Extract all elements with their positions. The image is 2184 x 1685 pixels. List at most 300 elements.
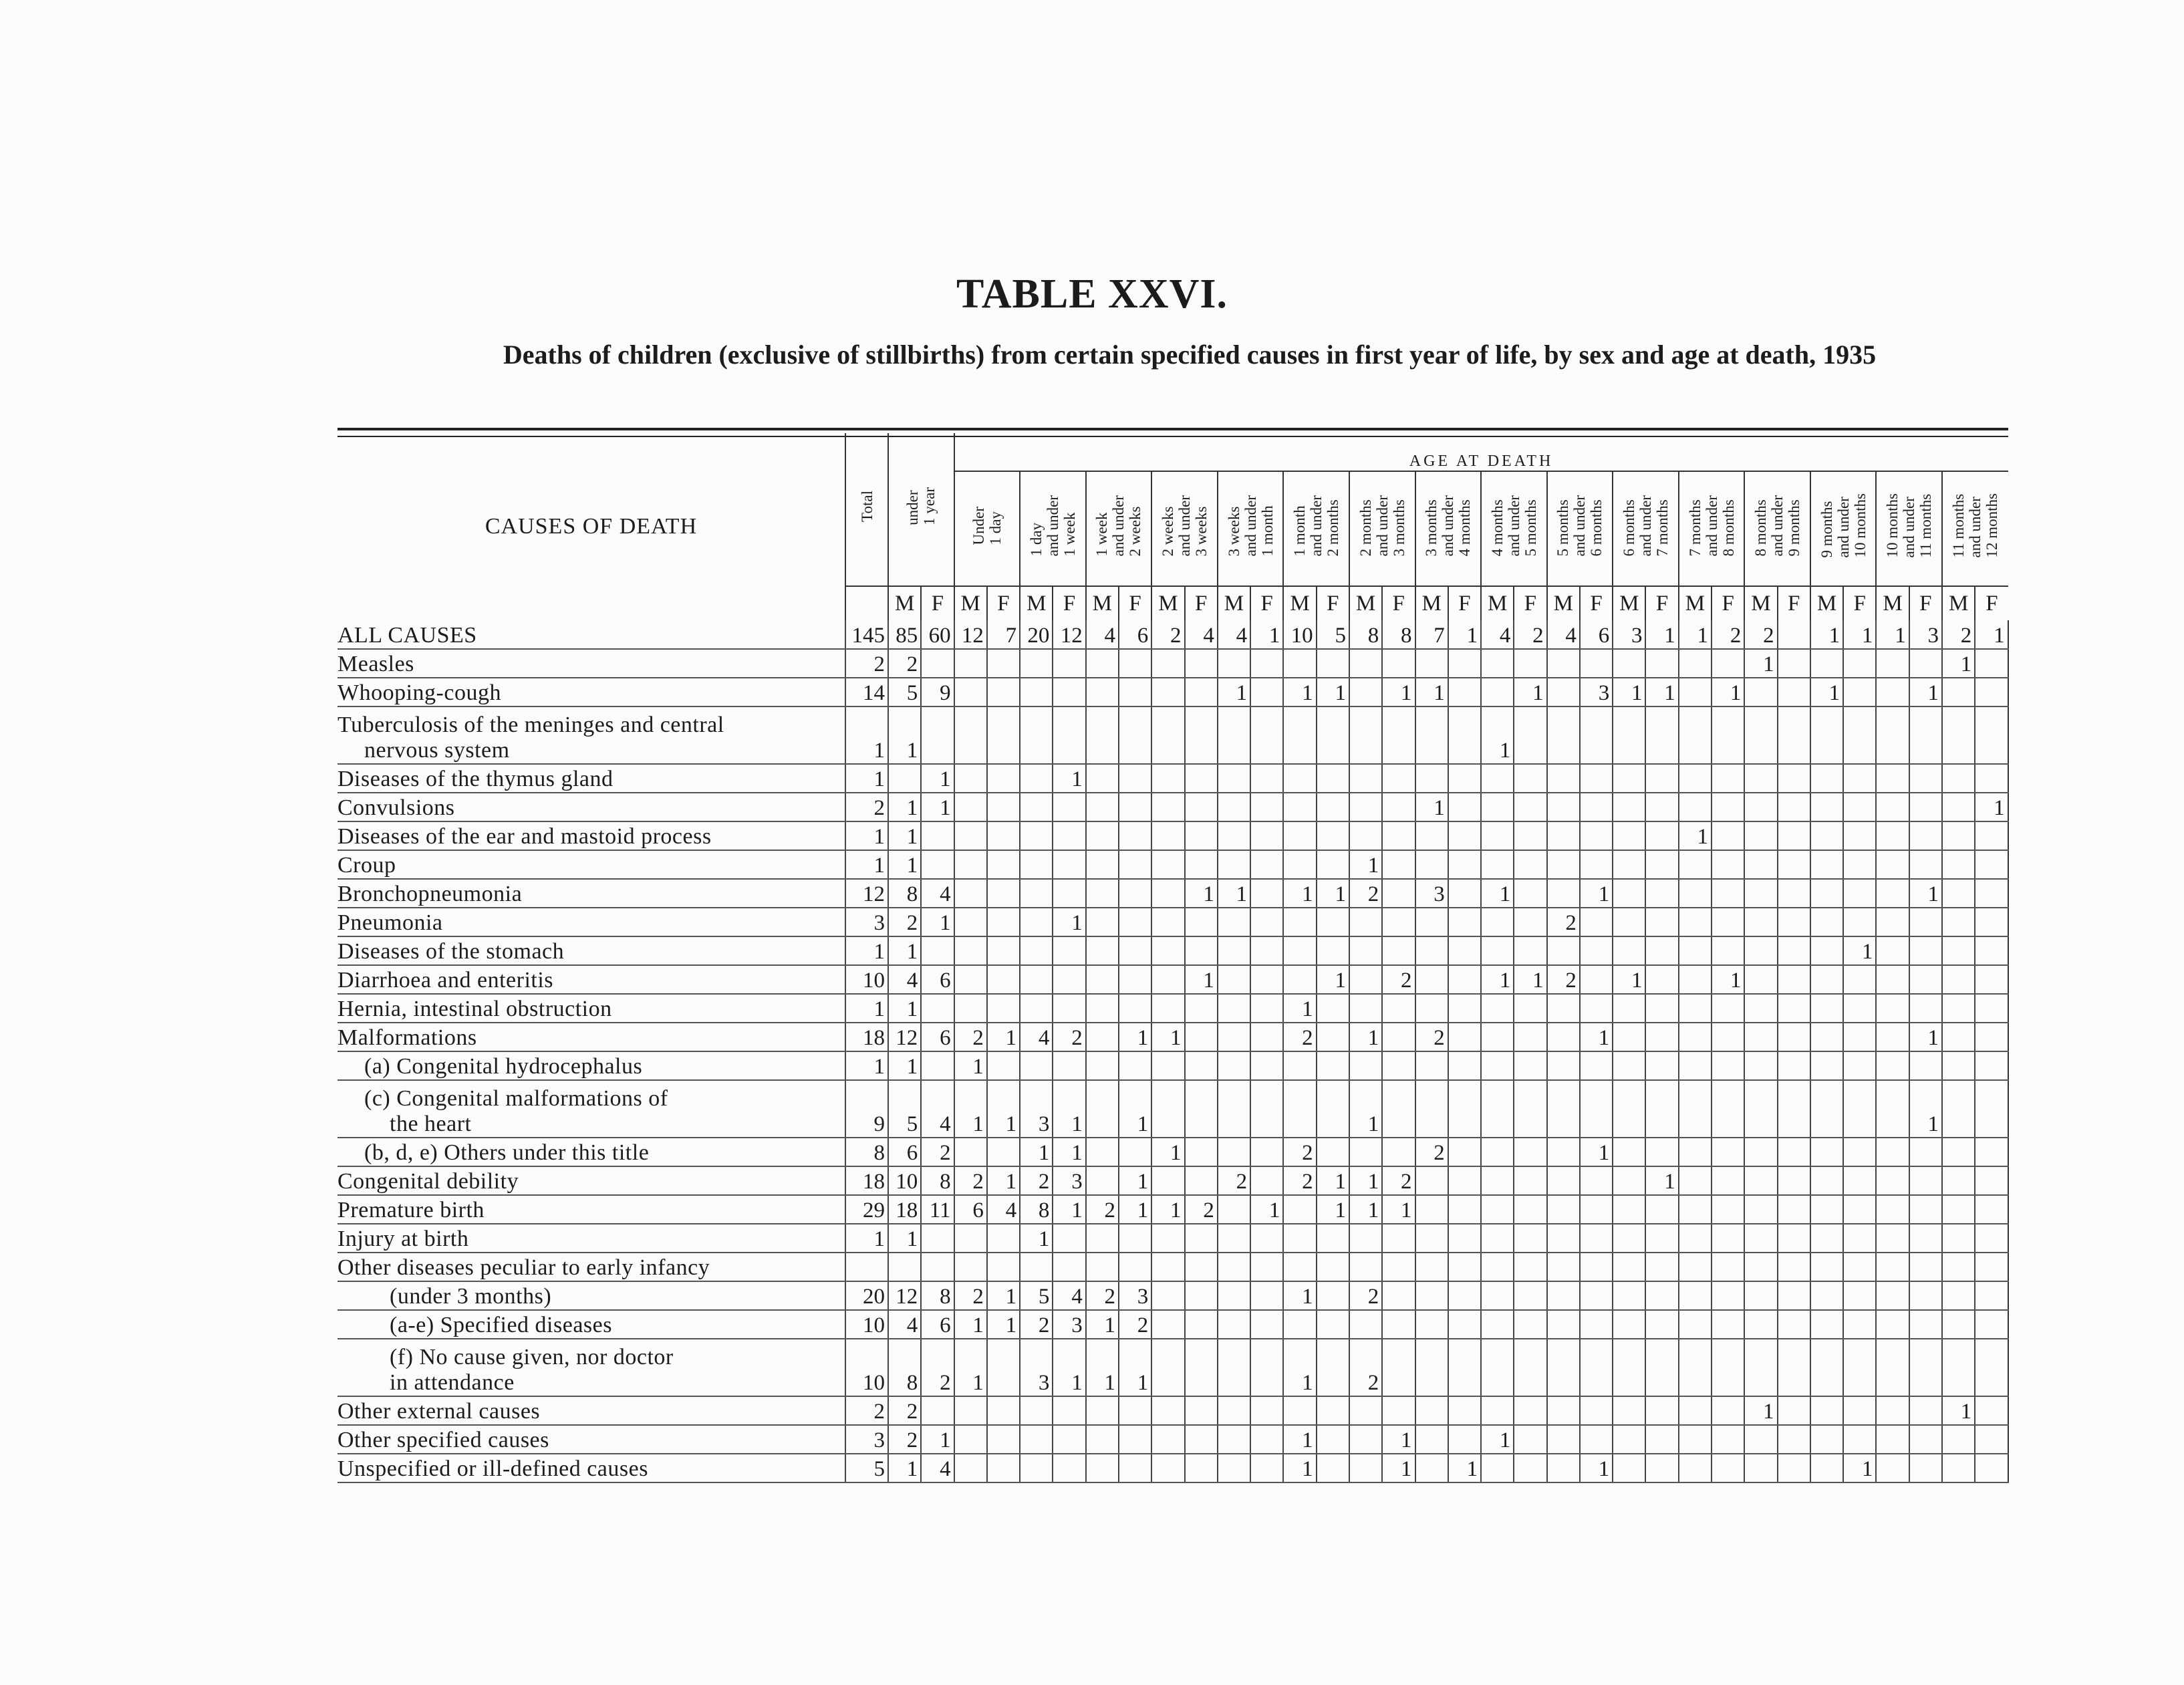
value-cell <box>1218 1310 1250 1339</box>
value-cell: 1 <box>1481 879 1514 908</box>
cause-label: (a-e) Specified diseases <box>390 1313 612 1337</box>
value-cell <box>1086 965 1119 994</box>
value-cell <box>1415 1339 1448 1396</box>
value-cell <box>1613 908 1645 936</box>
value-cell <box>1020 764 1053 793</box>
value-cell <box>1547 1425 1580 1454</box>
value-cell <box>1942 936 1975 965</box>
value-cell <box>954 1224 987 1253</box>
value-cell <box>1250 1339 1283 1396</box>
value-cell <box>1151 1339 1184 1396</box>
female-column-header: F <box>1514 586 1546 620</box>
value-cell <box>1481 908 1514 936</box>
value-cell: 1 <box>1151 1138 1184 1166</box>
value-cell <box>1876 965 1909 994</box>
male-column-header: M <box>1679 586 1712 620</box>
value-cell <box>1613 1253 1645 1281</box>
cause-label: Convulsions <box>337 795 455 820</box>
value-cell <box>1514 1454 1546 1482</box>
value-cell <box>1975 1253 2008 1281</box>
value-cell <box>1909 1138 1942 1166</box>
table-row <box>337 1281 2008 1310</box>
value-cell <box>1119 1253 1151 1281</box>
value-cell <box>1448 1166 1481 1195</box>
value-cell <box>1218 1138 1250 1166</box>
value-cell <box>1151 764 1184 793</box>
male-column-header: M <box>1086 586 1119 620</box>
age-group-label: 3 weeks and under 1 month <box>1225 495 1276 557</box>
value-cell <box>1020 1396 1053 1425</box>
age-group-header <box>1744 471 1810 586</box>
value-cell <box>1843 1166 1876 1195</box>
value-cell <box>1086 1166 1119 1195</box>
value-cell <box>1415 1281 1448 1310</box>
value-cell <box>1778 1339 1810 1396</box>
table-row <box>337 1138 2008 1166</box>
value-cell: 2 <box>1349 879 1382 908</box>
value-cell <box>1975 1425 2008 1454</box>
age-group-label: 3 months and under 4 months <box>1423 495 1474 557</box>
value-cell <box>1053 879 1085 908</box>
value-cell <box>1645 994 1678 1023</box>
value-cell <box>1744 706 1777 764</box>
value-cell: 4 <box>987 1195 1020 1224</box>
value-cell <box>1580 1339 1613 1396</box>
value-cell <box>1778 1281 1810 1310</box>
value-cell <box>1613 1023 1645 1051</box>
value-cell <box>1448 1425 1481 1454</box>
value-cell <box>1613 706 1645 764</box>
value-cell <box>1514 879 1546 908</box>
value-cell <box>1843 1224 1876 1253</box>
value-cell <box>1448 850 1481 879</box>
female-column-header: F <box>1382 586 1415 620</box>
value-cell <box>1185 649 1218 678</box>
value-cell <box>1481 1454 1514 1482</box>
value-cell: 1 <box>954 1051 987 1080</box>
value-cell <box>1382 821 1415 850</box>
value-cell <box>1317 1253 1349 1281</box>
value-cell <box>1645 1023 1678 1051</box>
value-cell <box>921 1253 954 1281</box>
value-cell <box>1843 764 1876 793</box>
male-column-header: M <box>1481 586 1514 620</box>
value-cell <box>1086 1425 1119 1454</box>
value-cell <box>1448 1281 1481 1310</box>
age-group-header <box>1283 471 1349 586</box>
value-cell <box>1876 1425 1909 1454</box>
value-cell <box>1580 1396 1613 1425</box>
value-cell: 1 <box>888 1051 921 1080</box>
value-cell <box>1514 821 1546 850</box>
value-cell <box>1218 1195 1250 1224</box>
value-cell <box>1712 1023 1744 1051</box>
value-cell <box>1645 1051 1678 1080</box>
value-cell: 2 <box>1020 1166 1053 1195</box>
value-cell <box>1547 1051 1580 1080</box>
age-group-header <box>1876 471 1942 586</box>
value-cell <box>1185 1080 1218 1138</box>
age-group-label: 5 months and under 6 months <box>1554 495 1605 557</box>
value-cell <box>1942 1310 1975 1339</box>
value-cell <box>1086 908 1119 936</box>
value-cell <box>1645 879 1678 908</box>
value-cell <box>1250 994 1283 1023</box>
value-cell <box>1778 879 1810 908</box>
value-cell <box>1349 793 1382 821</box>
value-cell <box>1250 1253 1283 1281</box>
age-group-header <box>1613 471 1679 586</box>
table-row <box>337 1166 2008 1195</box>
age-group-header <box>1086 471 1152 586</box>
table-row <box>337 1396 2008 1425</box>
value-cell: 1 <box>1679 821 1712 850</box>
value-cell <box>987 1051 1020 1080</box>
value-cell: 8 <box>888 1339 921 1396</box>
value-cell <box>987 1138 1020 1166</box>
value-cell: 2 <box>1349 1339 1382 1396</box>
value-cell <box>1415 1051 1448 1080</box>
female-column-header: F <box>1645 586 1678 620</box>
value-cell <box>1613 821 1645 850</box>
value-cell <box>1481 1396 1514 1425</box>
value-cell <box>1086 793 1119 821</box>
value-cell <box>1250 965 1283 994</box>
age-group-label: 9 months and under 10 months <box>1818 493 1869 558</box>
value-cell <box>1448 994 1481 1023</box>
value-cell: 1 <box>1151 1195 1184 1224</box>
value-cell <box>1547 1166 1580 1195</box>
value-cell <box>1645 1281 1678 1310</box>
value-cell <box>1580 908 1613 936</box>
value-cell <box>1810 850 1843 879</box>
value-cell <box>1645 908 1678 936</box>
value-cell <box>1778 1023 1810 1051</box>
value-cell <box>1778 1396 1810 1425</box>
value-cell <box>1744 1310 1777 1339</box>
value-cell <box>1151 1310 1184 1339</box>
value-cell <box>1712 1454 1744 1482</box>
value-cell: 2 <box>954 1166 987 1195</box>
value-cell <box>1415 1396 1448 1425</box>
cause-label: Measles <box>337 652 414 676</box>
table-row <box>337 1224 2008 1253</box>
value-cell <box>1020 1454 1053 1482</box>
value-cell <box>1283 1195 1316 1224</box>
table-row <box>337 678 2008 706</box>
value-cell <box>1876 793 1909 821</box>
value-cell: 1 <box>1514 678 1546 706</box>
value-cell <box>1810 706 1843 764</box>
cause-cell <box>337 1138 845 1166</box>
value-cell <box>1547 1396 1580 1425</box>
value-cell <box>1415 1253 1448 1281</box>
value-cell <box>1218 1224 1250 1253</box>
value-cell: 1 <box>1645 1166 1678 1195</box>
value-cell <box>1020 994 1053 1023</box>
value-cell: 1 <box>1349 1023 1382 1051</box>
value-cell <box>1514 994 1546 1023</box>
value-cell: 1 <box>1185 965 1218 994</box>
value-cell: 1 <box>921 793 954 821</box>
male-column-header: M <box>1415 586 1448 620</box>
cause-label: Diseases of the stomach <box>337 939 565 964</box>
value-cell <box>1975 1454 2008 1482</box>
value-cell <box>1744 1339 1777 1396</box>
deaths-table <box>337 433 2009 1483</box>
value-cell: 1 <box>1020 1224 1053 1253</box>
value-cell <box>1349 764 1382 793</box>
value-cell <box>1317 1339 1349 1396</box>
value-cell <box>1250 1310 1283 1339</box>
value-cell <box>1185 1051 1218 1080</box>
age-group-label: Under 1 day <box>970 506 1004 545</box>
value-cell <box>1942 1051 1975 1080</box>
value-cell <box>1448 1224 1481 1253</box>
value-cell <box>1679 1224 1712 1253</box>
value-cell <box>1119 879 1151 908</box>
value-cell <box>1086 821 1119 850</box>
value-cell <box>1909 850 1942 879</box>
value-cell <box>1975 994 2008 1023</box>
value-cell <box>1810 1195 1843 1224</box>
value-cell <box>1679 965 1712 994</box>
value-cell: 1 <box>1053 764 1085 793</box>
value-cell <box>921 1396 954 1425</box>
value-cell: 1 <box>1382 1195 1415 1224</box>
value-cell <box>1645 850 1678 879</box>
value-cell <box>1086 936 1119 965</box>
male-column-header: M <box>1151 586 1184 620</box>
value-cell <box>1250 706 1283 764</box>
value-cell <box>954 1396 987 1425</box>
cause-label: Croup <box>337 853 396 878</box>
value-cell <box>1778 1080 1810 1138</box>
value-cell <box>1382 1224 1415 1253</box>
causes-header: CAUSES OF DEATH <box>485 514 698 539</box>
value-cell <box>1283 706 1316 764</box>
value-cell <box>987 1253 1020 1281</box>
value-cell: 2 <box>1415 1023 1448 1051</box>
value-cell: 1 <box>921 908 954 936</box>
value-cell <box>1514 1339 1546 1396</box>
table-row <box>337 1310 2008 1339</box>
value-cell: 1 <box>1909 879 1942 908</box>
value-cell <box>1942 764 1975 793</box>
value-cell <box>1744 793 1777 821</box>
value-cell <box>1645 649 1678 678</box>
female-column-header: F <box>1250 586 1283 620</box>
value-cell <box>1317 1080 1349 1138</box>
value-cell <box>1613 1166 1645 1195</box>
value-cell <box>1580 936 1613 965</box>
value-cell <box>1317 1051 1349 1080</box>
age-group-label: 1 day and under 1 week <box>1027 495 1078 557</box>
value-cell <box>1218 821 1250 850</box>
value-cell <box>954 1454 987 1482</box>
value-cell: 3 <box>1053 1166 1085 1195</box>
value-cell <box>1349 965 1382 994</box>
value-cell <box>1744 678 1777 706</box>
value-cell <box>1218 793 1250 821</box>
value-cell <box>1151 908 1184 936</box>
value-cell: 1 <box>921 1425 954 1454</box>
value-cell <box>1975 936 2008 965</box>
value-cell: 1 <box>1119 1195 1151 1224</box>
value-cell: 2 <box>1942 620 1975 649</box>
value-cell: 5 <box>888 678 921 706</box>
male-column-header: M <box>1744 586 1777 620</box>
value-cell <box>1415 1166 1448 1195</box>
value-cell <box>987 965 1020 994</box>
value-cell <box>1547 994 1580 1023</box>
value-cell <box>1218 936 1250 965</box>
table-row <box>337 793 2008 821</box>
value-cell: 1 <box>1909 1023 1942 1051</box>
value-cell <box>1712 1138 1744 1166</box>
value-cell: 1 <box>1645 678 1678 706</box>
cause-label: Other external causes <box>337 1399 541 1424</box>
value-cell: 60 <box>921 620 954 649</box>
value-cell <box>954 850 987 879</box>
value-cell: 1 <box>888 821 921 850</box>
value-cell <box>888 1253 921 1281</box>
value-cell <box>1679 1339 1712 1396</box>
value-cell <box>1185 1454 1218 1482</box>
value-cell <box>1975 965 2008 994</box>
value-cell <box>1283 649 1316 678</box>
value-cell: 10 <box>845 1310 888 1339</box>
value-cell <box>1876 936 1909 965</box>
female-column-header: F <box>1317 586 1349 620</box>
value-cell <box>1975 908 2008 936</box>
value-cell <box>1679 1023 1712 1051</box>
value-cell <box>1876 706 1909 764</box>
value-cell: 8 <box>921 1166 954 1195</box>
value-cell <box>1876 1080 1909 1138</box>
age-group-label: 11 months and under 12 months <box>1950 493 2001 558</box>
cause-label: Malformations <box>337 1025 477 1050</box>
value-cell <box>1317 821 1349 850</box>
female-column-header: F <box>1975 586 2008 620</box>
value-cell <box>1349 1310 1382 1339</box>
value-cell <box>1843 821 1876 850</box>
value-cell <box>1778 965 1810 994</box>
value-cell <box>1645 1454 1678 1482</box>
value-cell <box>1151 821 1184 850</box>
value-cell <box>1481 764 1514 793</box>
value-cell: 1 <box>1151 1023 1184 1051</box>
value-cell <box>1580 821 1613 850</box>
value-cell <box>1151 649 1184 678</box>
value-cell <box>1580 850 1613 879</box>
value-cell <box>1843 1310 1876 1339</box>
cause-cell <box>337 1253 845 1281</box>
value-cell: 6 <box>888 1138 921 1166</box>
cause-cell <box>337 936 845 965</box>
value-cell <box>954 1138 987 1166</box>
value-cell <box>1547 1023 1580 1051</box>
value-cell: 2 <box>1020 1310 1053 1339</box>
value-cell <box>1053 1425 1085 1454</box>
value-cell <box>1645 1138 1678 1166</box>
value-cell <box>1119 1138 1151 1166</box>
value-cell <box>987 678 1020 706</box>
value-cell <box>1250 1138 1283 1166</box>
value-cell <box>1909 1425 1942 1454</box>
value-cell <box>1679 1253 1712 1281</box>
value-cell <box>954 793 987 821</box>
value-cell: 4 <box>888 965 921 994</box>
value-cell <box>1185 678 1218 706</box>
value-cell <box>1942 1253 1975 1281</box>
value-cell: 1 <box>987 1023 1020 1051</box>
value-cell <box>1843 1023 1876 1051</box>
value-cell <box>1679 793 1712 821</box>
value-cell: 2 <box>954 1281 987 1310</box>
cause-cell <box>337 793 845 821</box>
value-cell: 2 <box>1283 1138 1316 1166</box>
cause-cell <box>337 706 845 764</box>
value-cell <box>1185 1339 1218 1396</box>
value-cell <box>1119 1425 1151 1454</box>
value-cell <box>1514 706 1546 764</box>
female-column-header: F <box>1712 586 1744 620</box>
value-cell <box>1778 678 1810 706</box>
value-cell <box>921 649 954 678</box>
value-cell <box>1613 1195 1645 1224</box>
value-cell <box>1942 908 1975 936</box>
age-group-header <box>1810 471 1877 586</box>
value-cell <box>1712 908 1744 936</box>
value-cell <box>1975 649 2008 678</box>
value-cell <box>1514 1253 1546 1281</box>
value-cell <box>1744 908 1777 936</box>
value-cell <box>1744 1023 1777 1051</box>
value-cell <box>1712 1051 1744 1080</box>
value-cell <box>1942 965 1975 994</box>
value-cell <box>1679 764 1712 793</box>
table-row <box>337 821 2008 850</box>
value-cell <box>1679 678 1712 706</box>
age-group-label: 6 months and under 7 months <box>1620 495 1671 557</box>
value-cell <box>1778 793 1810 821</box>
value-cell <box>1317 1138 1349 1166</box>
value-cell <box>1349 821 1382 850</box>
value-cell <box>1317 1224 1349 1253</box>
value-cell <box>1744 994 1777 1023</box>
value-cell <box>1975 879 2008 908</box>
value-cell <box>1514 1023 1546 1051</box>
age-group-header <box>1547 471 1613 586</box>
value-cell <box>1679 1310 1712 1339</box>
value-cell <box>1942 1166 1975 1195</box>
value-cell <box>1613 764 1645 793</box>
value-cell <box>1283 936 1316 965</box>
value-cell <box>1481 1080 1514 1138</box>
value-cell <box>1283 1310 1316 1339</box>
value-cell <box>1843 1339 1876 1396</box>
value-cell <box>1514 850 1546 879</box>
value-cell <box>1744 1195 1777 1224</box>
value-cell: 1 <box>921 764 954 793</box>
value-cell <box>1712 1396 1744 1425</box>
value-cell <box>1119 965 1151 994</box>
value-cell: 1 <box>1185 879 1218 908</box>
value-cell <box>1119 821 1151 850</box>
value-cell <box>1514 1051 1546 1080</box>
value-cell <box>1613 1396 1645 1425</box>
